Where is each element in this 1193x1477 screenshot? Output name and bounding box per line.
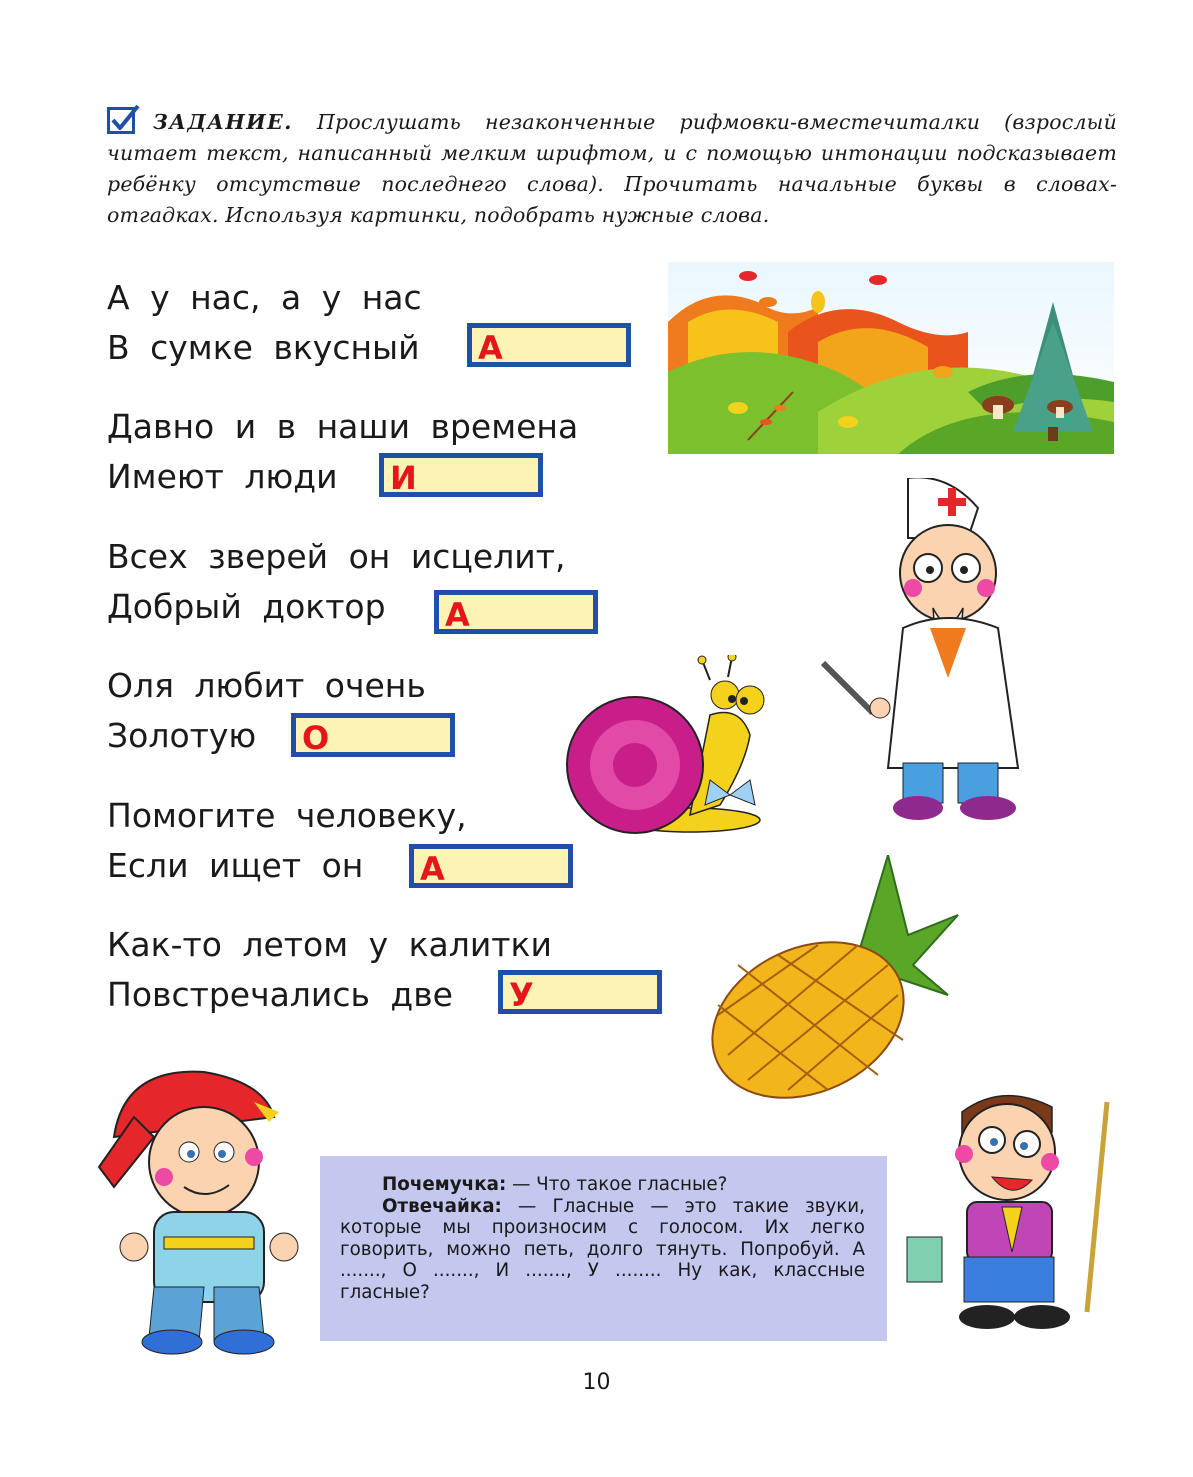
doctor-illustration: [818, 478, 1058, 828]
answer-box-3: [434, 590, 598, 634]
dialog-box: [320, 1156, 887, 1341]
boy-with-glasses-illustration: [902, 1082, 1112, 1342]
answer-letter: А: [478, 329, 503, 367]
dialog-line-1: [340, 1174, 865, 1196]
answer-letter: О: [302, 719, 330, 757]
answer-letter: У: [509, 976, 534, 1014]
answer-box-1: [467, 323, 631, 367]
dialog-text-1: — Что такое гласные?: [506, 1174, 728, 1195]
rhyme-3-line-1: Всех зверей он исцелит,: [107, 537, 566, 576]
answer-letter: А: [445, 596, 470, 634]
rhyme-1-line-1: А у нас, а у нас: [107, 278, 422, 317]
pineapple-illustration: [698, 855, 963, 1100]
rhyme-2-line-2: Имеют люди: [107, 457, 338, 496]
task-label: ЗАДАНИЕ.: [153, 110, 293, 134]
dialog-speaker-1: Почемучка:: [382, 1174, 507, 1195]
task-text: Прослушать незаконченные рифмовки-вместечиталки (взрослый читает текст, написанный мелким шрифтом, и с помощью интонации подсказывает ребёнку отсутствие последнего слова). Прочитать начальные буквы в словах-отгадках. Используя картинки, подобрать нужные слова.: [107, 110, 1117, 227]
rhyme-6-line-1: Как-то летом у калитки: [107, 925, 552, 964]
answer-box-4: [291, 713, 455, 757]
snail-illustration: [560, 655, 775, 835]
answer-letter: А: [420, 850, 445, 888]
rhyme-4-line-2: Золотую: [107, 716, 257, 755]
rhyme-6-line-2: Повстречались две: [107, 975, 453, 1014]
dialog-text-2: — Гласные — это такие звуки, которые мы произносим с голосом. Их легко говорить, можно петь, долго тянуть. Попробуй. А ......., О ......., И ......., У ........ Ну как, классные гласные?: [340, 1195, 865, 1303]
answer-box-5: [409, 844, 573, 888]
autumn-landscape-illustration: [668, 262, 1114, 454]
boy-in-cap-illustration: [94, 1057, 309, 1357]
rhyme-5-line-1: Помогите человеку,: [107, 796, 467, 835]
rhyme-1-line-2: В сумке вкусный: [107, 328, 420, 367]
rhyme-2-line-1: Давно и в наши времена: [107, 407, 579, 446]
dialog-line-2: [340, 1196, 865, 1304]
checkbox-icon: [107, 104, 141, 134]
rhyme-3-line-2: Добрый доктор: [107, 587, 386, 626]
answer-box-6: [498, 970, 662, 1014]
rhyme-4-line-1: Оля любит очень: [107, 666, 426, 705]
dialog-speaker-2: Отвечайка:: [382, 1195, 502, 1217]
rhyme-5-line-2: Если ищет он: [107, 846, 364, 885]
page-number: 10: [582, 1370, 611, 1395]
answer-letter: И: [390, 459, 417, 497]
task-instruction: [107, 104, 1117, 231]
answer-box-2: [379, 453, 543, 497]
